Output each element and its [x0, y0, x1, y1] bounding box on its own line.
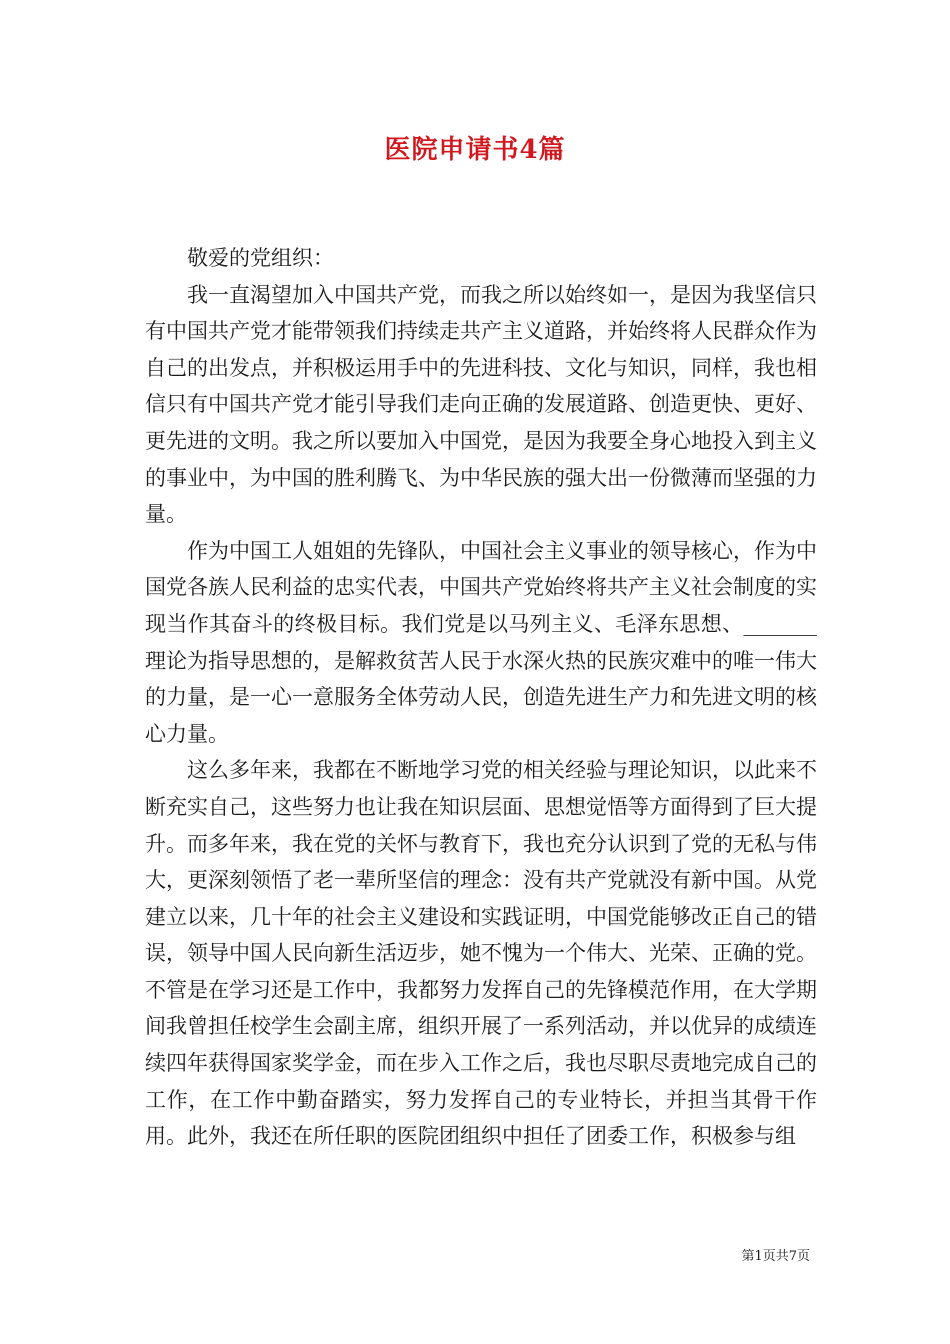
salutation: 敬爱的党组织：: [187, 246, 334, 270]
page-number-footer: 第1页共7页: [741, 1249, 810, 1264]
paragraph-2: 作为中国工人姐姐的先锋队，中国社会主义事业的领导核心，作为中国党各族人民利益的忠实代表，中国共产党始终将共产主义社会制度的实现当作其奋斗的终极目标。我们党是以马列主义、毛泽东思想、_______理论为指导思想的，是解救贫苦人民于水深火热的民族灾难中的唯一伟大的力量，是一心一意服务全体劳动人民，创造先进生产力和先进文明的核心力量。: [145, 538, 817, 746]
document-body: [145, 240, 817, 1155]
paragraph-3: 这么多年来，我都在不断地学习党的相关经验与理论知识，以此来不断充实自己，这些努力也让我在知识层面、思想觉悟等方面得到了巨大提升。而多年来，我在党的关怀与教育下，我也充分认识到了党的无私与伟大，更深刻领悟了老一辈所坚信的理念：没有共产党就没有新中国。从党建立以来，几十年的社会主义建设和实践证明，中国党能够改正自己的错误，领导中国人民向新生活迈步，她不愧为一个伟大、光荣、正确的党。不管是在学习还是工作中，我都努力发挥自己的先锋模范作用，在大学期间我曾担任校学生会副主席，组织开展了一系列活动，并以优异的成绩连续四年获得国家奖学金，而在步入工作之后，我也尽职尽责地完成自己的工作，在工作中勤奋踏实，努力发挥自己的专业特长，并担当其骨干作用。此外，我还在所任职的医院团组织中担任了团委工作，积极参与组: [145, 758, 817, 1149]
paragraph-1: 我一直渴望加入中国共产党，而我之所以始终如一，是因为我坚信只有中国共产党才能带领我们持续走共产主义道路，并始终将人民群众作为自己的出发点，并积极运用手中的先进科技、文化与知识，同样，我也相信只有中国共产党才能引导我们走向正确的发展道路、创造更快、更好、更先进的文明。我之所以要加入中国党，是因为我要全身心地投入到主义的事业中，为中国的胜利腾飞、为中华民族的强大出一份微薄而坚强的力量。: [145, 282, 817, 527]
document-title: 医院申请书4篇: [384, 135, 566, 165]
